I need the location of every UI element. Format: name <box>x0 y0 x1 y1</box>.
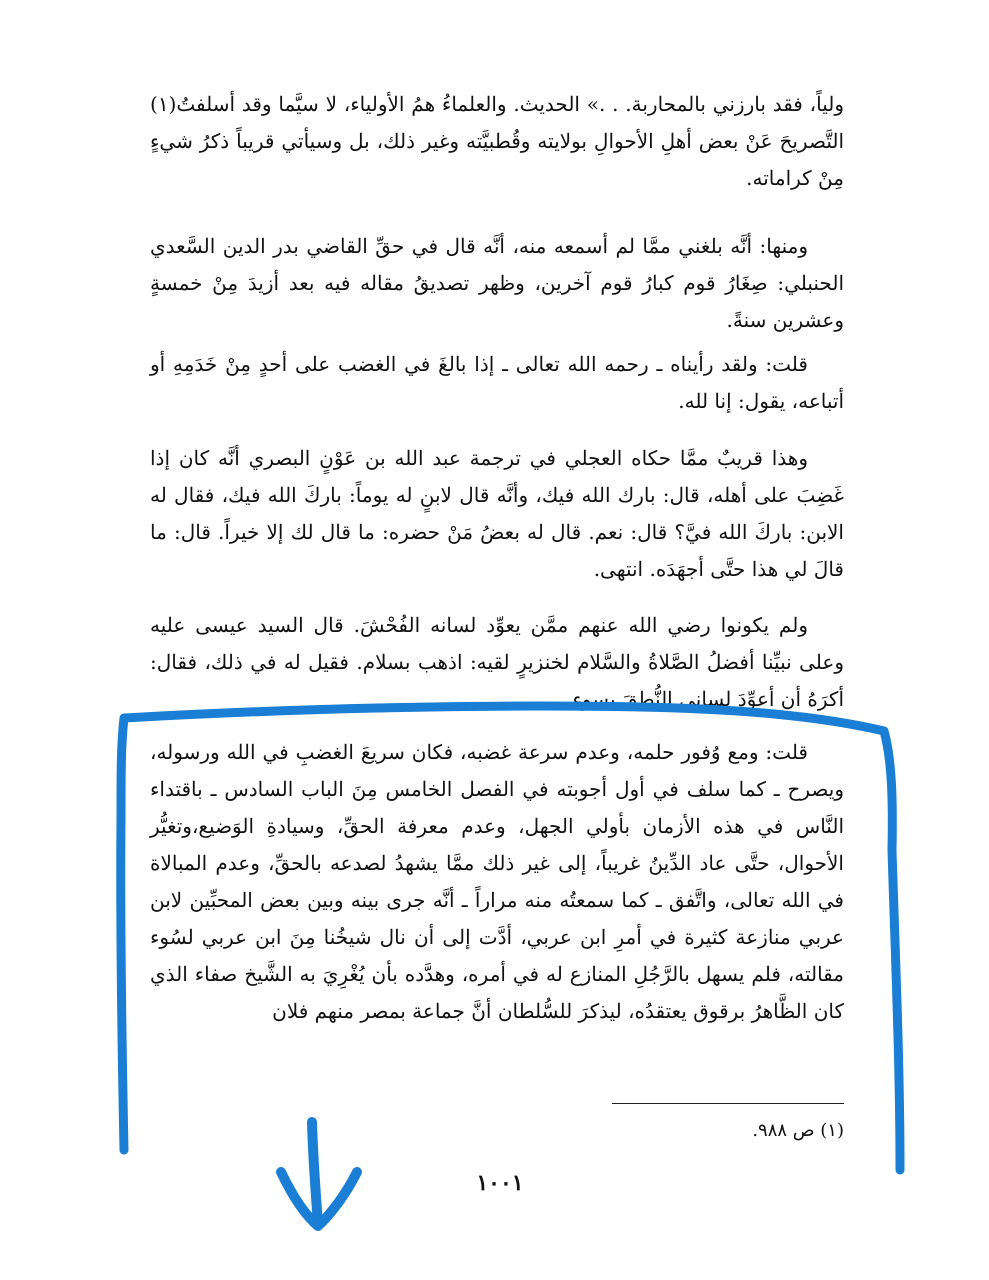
paragraph-3: قلت: ولقد رأيناه ـ رحمه الله تعالى ـ إذا بالغَ في الغضب على أحدٍ مِنْ خَدَمِهِ أو أتباعه، يقول: إنا لله. <box>150 352 844 413</box>
paragraph-4: وهذا قريبٌ ممَّا حكاه العجلي في ترجمة عبد الله بن عَوْنٍ البصري أنَّه كان إذا غَضِبَ على أهله، قال: بارك الله فيك، وأنَّه قال لابنٍ له يوماً: باركَ الله فيك، فقال له الابن: باركَ الله فيَّ؟ قال: نعم. قال له بعضُ مَنْ حضره: ما قال لك إلا خيراً. قال: ما قالَ لي هذا حتَّى أجهَدَه. انتهى. <box>150 446 844 581</box>
paragraph-5: ولم يكونوا رضي الله عنهم ممَّن يعوِّد لسانه الفُحْشَ. قال السيد عيسى عليه وعلى نبيِّنا أفضلُ الصَّلاةُ والسَّلام لخنزيرٍ لقيه: اذهب بسلام. فقيل له في ذلك، فقال: أكرَهُ أن أعوِّدَ لساني النُّطقَ بسوء. <box>150 613 844 711</box>
paragraph-6-highlighted: قلت: ومع وُفور حلمه، وعدم سرعة غضبه، فكان سريعَ الغضبِ في الله ورسوله، ويصرح ـ كما سلف في أول أجوبته في الفصل الخامس مِنَ الباب السادس ـ باقتداء النَّاس في هذه الأزمان بأولي الجهل، وعدم معرفة الحقِّ، وسيادةِ الوَضيع،وتغيُّر الأحوال، حتَّى عاد الدِّينُ غريباً، إلى غير ذلك ممَّا يشهدُ لصدعه بالحقِّ، وعدم المبالاة في الله تعالى، واتَّفق ـ كما سمعتُه منه مراراً ـ أنَّه جرى بينه وبين بعض المحبِّين لابن عربي منازعة كثيرة في أمرِ ابن عربي، أدَّت إلى أن نال شيخُنا مِنَ ابن عربي لسُوء مقالته، فلم يسهل بالرَّجُلِ المنازع له في أمره، وهدَّده بأن يُغْرِيَ به الشَّيخ صفاء الذي كان الظَّاهرُ برقوق يعتقدُه، ليذكرَ للسُّلطان أنَّ جماعة بمصر منهم فلان <box>150 740 844 1023</box>
paragraph-1: ولياً، فقد بارزني بالمحاربة. . .» الحديث. والعلماءُ همُ الأولياء، لا سيَّما وقد أسلفتُ(١) التَّصريحَ عَنْ بعض أهلِ الأحوالِ بولايته وقُطبيَّته وغير ذلك، بل وسيأتي قريباً ذكرُ شيءٍ مِنْ كراماته. <box>150 92 844 190</box>
down-arrow-icon <box>312 1122 318 1225</box>
arrow-head <box>281 1172 357 1226</box>
paragraph-2: ومنها: أنَّه بلغني ممَّا لم أسمعه منه، أنَّه قال في حقِّ القاضي بدر الدين السَّعدي الحنبلي: صِغَارُ قوم كبارُ قوم آخرين، وظهر تصديقُ مقاله فيه بعد أزيدَ مِنْ خمسةٍ وعشرين سنةً. <box>150 234 844 332</box>
footnote-divider <box>612 1103 844 1104</box>
footnote: (١) ص ٩٨٨. <box>752 1120 844 1141</box>
page-number: ١٠٠١ <box>476 1170 524 1196</box>
